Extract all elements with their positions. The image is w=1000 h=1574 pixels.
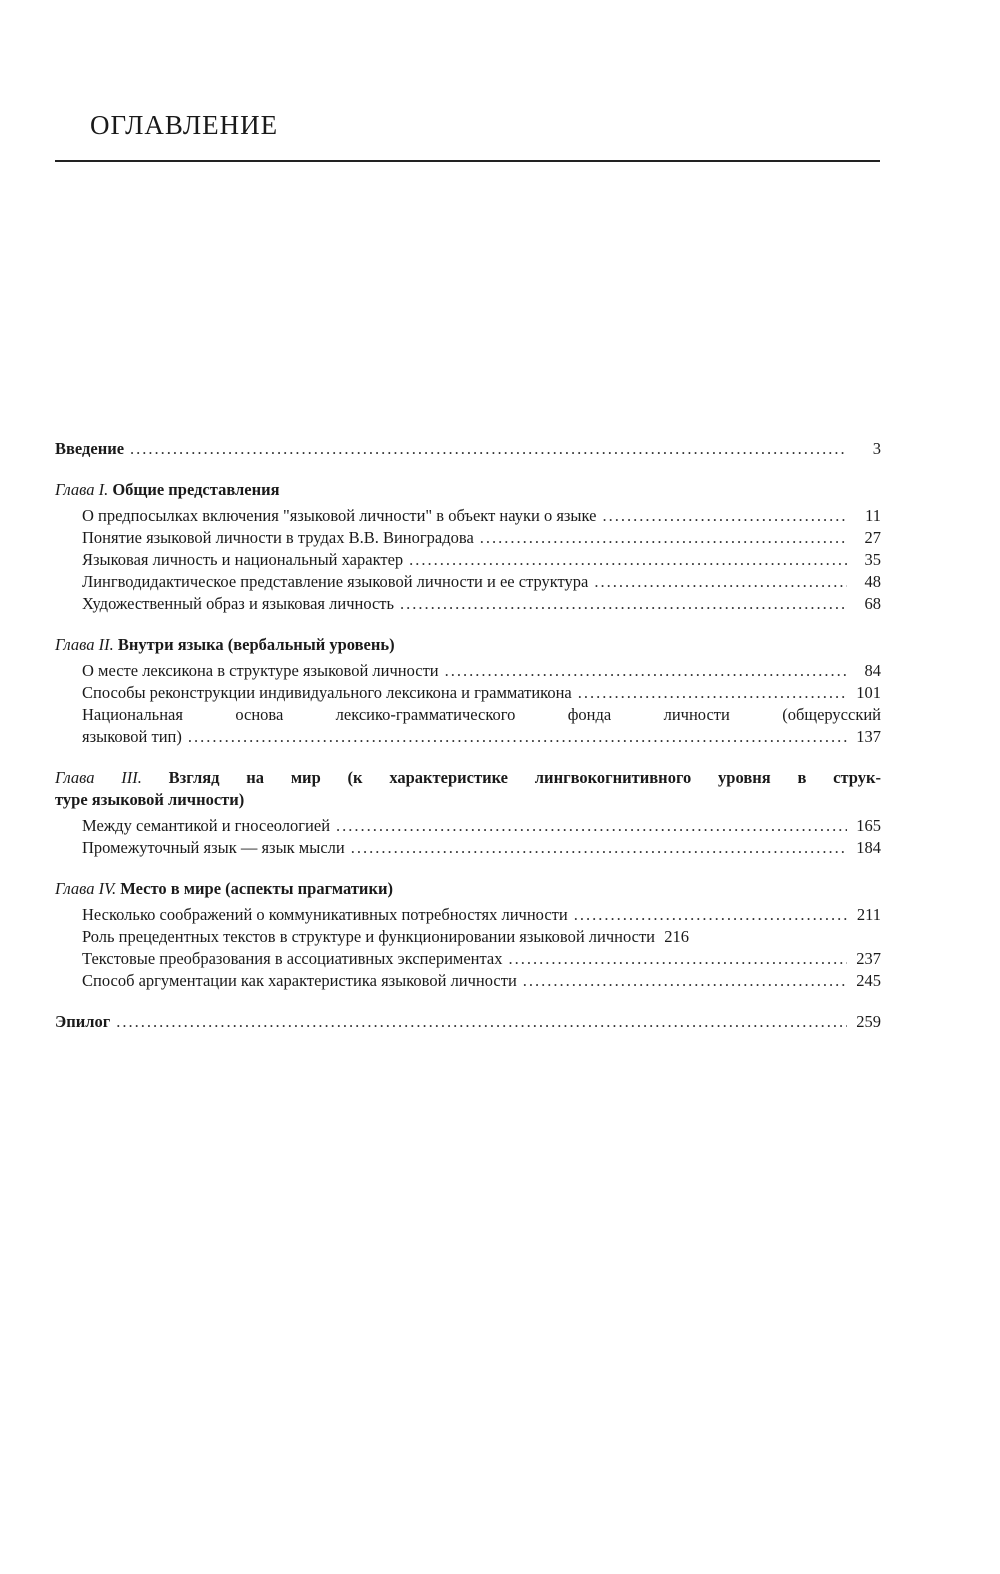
chapter-title-continued: туре языковой личности) <box>55 790 245 809</box>
dot-leader <box>400 593 847 615</box>
toc-page-number: 3 <box>872 439 881 458</box>
toc-page-number: 165 <box>856 816 881 835</box>
dot-leader <box>116 1011 847 1033</box>
table-of-contents <box>55 438 881 1033</box>
toc-page-number: 35 <box>864 550 881 569</box>
dot-leader <box>523 970 847 992</box>
toc-entry-title: Промежуточный язык — язык мысли <box>82 838 345 857</box>
dot-leader <box>445 660 847 682</box>
toc-entry-title: Текстовые преобразования в ассоциативных экспериментах <box>82 949 503 968</box>
toc-entry-title: Введение <box>55 439 125 458</box>
toc-entry-title-line: языковой тип) <box>82 727 182 746</box>
toc-page-number: 27 <box>864 528 881 547</box>
toc-page-number: 68 <box>864 594 881 613</box>
toc-entry-title: Роль прецедентных текстов в структуре и функционировании языковой личности <box>82 927 656 946</box>
chapter-heading-4 <box>55 878 881 900</box>
toc-entry[interactable] <box>55 549 881 571</box>
toc-page-number: 245 <box>856 971 881 990</box>
chapter-title: Взгляд на мир (к характеристике лингвокогнитивного уровня в струк- <box>168 768 882 787</box>
chapter-heading-3 <box>55 767 881 811</box>
dot-leader <box>409 549 847 571</box>
toc-page-number: 237 <box>856 949 881 968</box>
chapter-label: Глава IV. <box>55 879 117 898</box>
toc-entry-multiline[interactable] <box>55 704 881 748</box>
toc-entry[interactable] <box>55 571 881 593</box>
toc-entry-epilog[interactable] <box>55 1011 881 1033</box>
toc-page-number: 137 <box>856 727 881 746</box>
chapter-title: Внутри языка (вербальный уровень) <box>117 635 395 654</box>
toc-entry-title: Эпилог <box>55 1012 111 1031</box>
dot-leader <box>574 904 847 926</box>
dot-leader <box>130 438 847 460</box>
toc-entry[interactable] <box>55 593 881 615</box>
toc-page-number: 101 <box>856 683 881 702</box>
dot-leader <box>351 837 847 859</box>
toc-page-number: 48 <box>864 572 881 591</box>
chapter-title-line <box>55 767 881 789</box>
toc-entry-title: Лингводидактическое представление языковой личности и ее структура <box>82 572 589 591</box>
toc-page-number: 211 <box>856 905 881 924</box>
toc-entry[interactable] <box>55 970 881 992</box>
chapter-heading-1 <box>55 479 881 501</box>
dot-leader <box>594 571 847 593</box>
toc-entry-title: О месте лексикона в структуре языковой личности <box>82 661 439 680</box>
toc-entry-title-line: Национальная основа лексико-грамматического фонда личности (общерусский <box>82 705 881 724</box>
toc-entry[interactable] <box>55 660 881 682</box>
chapter-label: Глава II. <box>55 635 114 654</box>
dot-leader <box>336 815 847 837</box>
dot-leader <box>188 726 847 748</box>
toc-entry-last-line <box>82 726 881 748</box>
toc-entry-title: Между семантикой и гносеологией <box>82 816 331 835</box>
dot-leader <box>508 948 847 970</box>
chapter-label: Глава I. <box>55 480 109 499</box>
chapter-heading-2 <box>55 634 881 656</box>
toc-entry[interactable] <box>55 815 881 837</box>
dot-leader <box>602 505 847 527</box>
toc-entry[interactable] <box>55 837 881 859</box>
chapter-label: Глава III. <box>55 768 142 787</box>
chapter-title: Общие представления <box>112 480 280 499</box>
toc-entry-title: Способ аргументации как характеристика языковой личности <box>82 971 517 990</box>
toc-entry-title: Художественный образ и языковая личность <box>82 594 395 613</box>
toc-entry[interactable] <box>55 948 881 970</box>
toc-entry-title: Понятие языковой личности в трудах В.В. Виноградова <box>82 528 474 547</box>
title-divider <box>55 160 880 162</box>
page-title: ОГЛАВЛЕНИЕ <box>90 110 279 140</box>
toc-entry-title: О предпосылках включения "языковой личности" в объект науки о языке <box>82 506 597 525</box>
toc-entry[interactable] <box>55 527 881 549</box>
toc-page-number: 184 <box>856 838 881 857</box>
toc-entry[interactable] <box>55 926 881 948</box>
toc-entry-title: Несколько соображений о коммуникативных потребностях личности <box>82 905 568 924</box>
toc-entry[interactable] <box>55 505 881 527</box>
toc-page-number: 11 <box>865 506 881 525</box>
toc-entry-intro[interactable] <box>55 438 881 460</box>
toc-entry-title: Способы реконструкции индивидуального лексикона и грамматикона <box>82 683 572 702</box>
toc-entry[interactable] <box>55 682 881 704</box>
toc-entry[interactable] <box>55 904 881 926</box>
toc-page-number: 84 <box>864 661 881 680</box>
toc-page-number: 216 <box>664 927 690 946</box>
dot-leader <box>578 682 847 704</box>
dot-leader <box>480 527 847 549</box>
toc-entry-title: Языковая личность и национальный характер <box>82 550 404 569</box>
toc-page-number: 259 <box>856 1012 881 1031</box>
chapter-title: Место в мире (аспекты прагматики) <box>120 879 393 898</box>
